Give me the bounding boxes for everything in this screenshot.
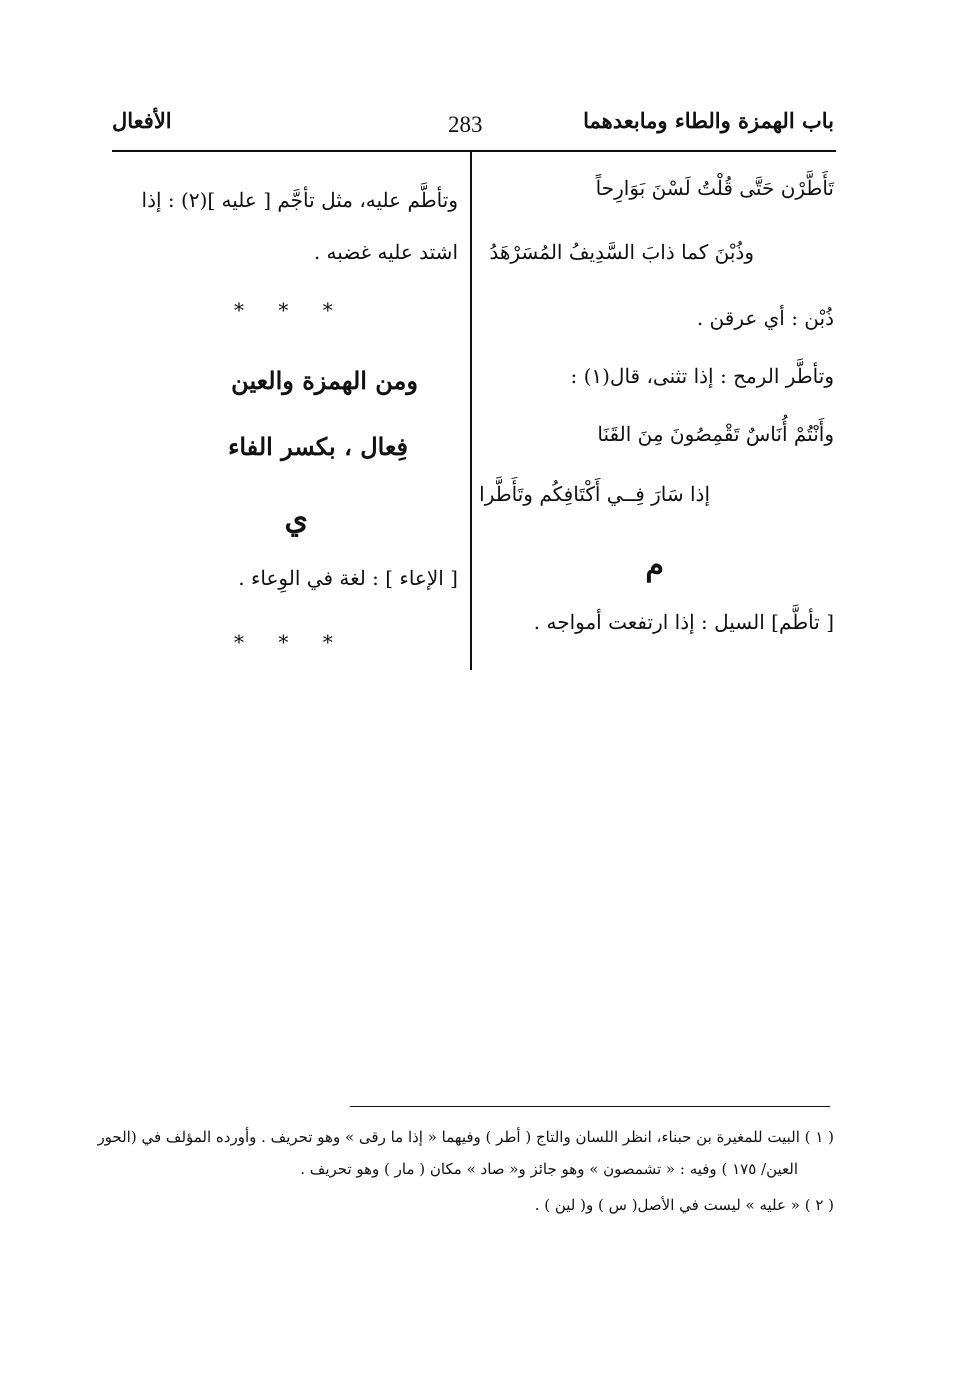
footnote-1-line-2: العين/ ١٧٥ ) وفيه : « تشمصون » وهو جائز و« صاد » مكان ( مار ) وهو تحريف . xyxy=(300,1160,798,1178)
entry-line-2: اشتد عليه غضبه . xyxy=(313,240,458,264)
entry-line-1: وتأطَّم عليه، مثل تأجَّم [ عليه ](٢) : إذا xyxy=(141,188,458,212)
column-divider xyxy=(470,152,472,670)
pattern-heading: فِعال ، بكسر الفاء xyxy=(228,432,408,461)
entry-ta-attara: وتأطَّر الرمح : إذا تثنى، قال(١) : xyxy=(570,364,834,388)
running-header-section: الأفعال xyxy=(112,108,172,133)
verse-line-1: تَأَطَّرْن حَتَّى قُلْتُ لَسْنَ بَوَارِحاً xyxy=(595,176,834,200)
letter-heading-mim: م xyxy=(645,548,664,583)
page-number: 283 xyxy=(448,112,483,137)
header-rule xyxy=(112,150,836,152)
verse-line-4: إذا سَارَ فِــي أَكْتَافِكُم وتَأَطَّرا xyxy=(479,482,710,506)
section-heading: ومن الهمزة والعين xyxy=(231,366,418,395)
running-header-chapter: باب الهمزة والطاء ومابعدهما xyxy=(583,108,834,133)
verse-line-3: وأَنْتُمْ أُنَاسٌ تَقْمِصُونَ مِنَ القَنَا xyxy=(597,422,834,446)
gloss-line: ذُبْن : أي عرقن . xyxy=(696,306,834,330)
section-separator-stars: * * * xyxy=(234,630,347,654)
letter-heading-ya: ي xyxy=(284,502,308,537)
entry-ta-attam: [ تأطَّم] السيل : إذا ارتفعت أمواجه . xyxy=(533,610,834,634)
footnote-rule xyxy=(350,1106,830,1107)
footnote-1-line-1: ( ١ ) البيت للمغيرة بن حبناء، انظر اللسان والتاج ( أطر ) وفيهما « إذا ما رقى » وهو تحريف . وأورده المؤلف في (الحور xyxy=(97,1128,834,1146)
footnote-2: ( ٢ ) « عليه » ليست في الأصل( س ) و( لين ) . xyxy=(534,1196,834,1214)
entry-al-iaa: [ الإعاء ] : لغة في الوِعاء . xyxy=(238,566,458,590)
verse-line-2: وذُبْنَ كما ذابَ السَّدِيفُ المُسَرْهَدُ xyxy=(489,240,754,264)
section-separator-stars: * * * xyxy=(234,298,347,322)
